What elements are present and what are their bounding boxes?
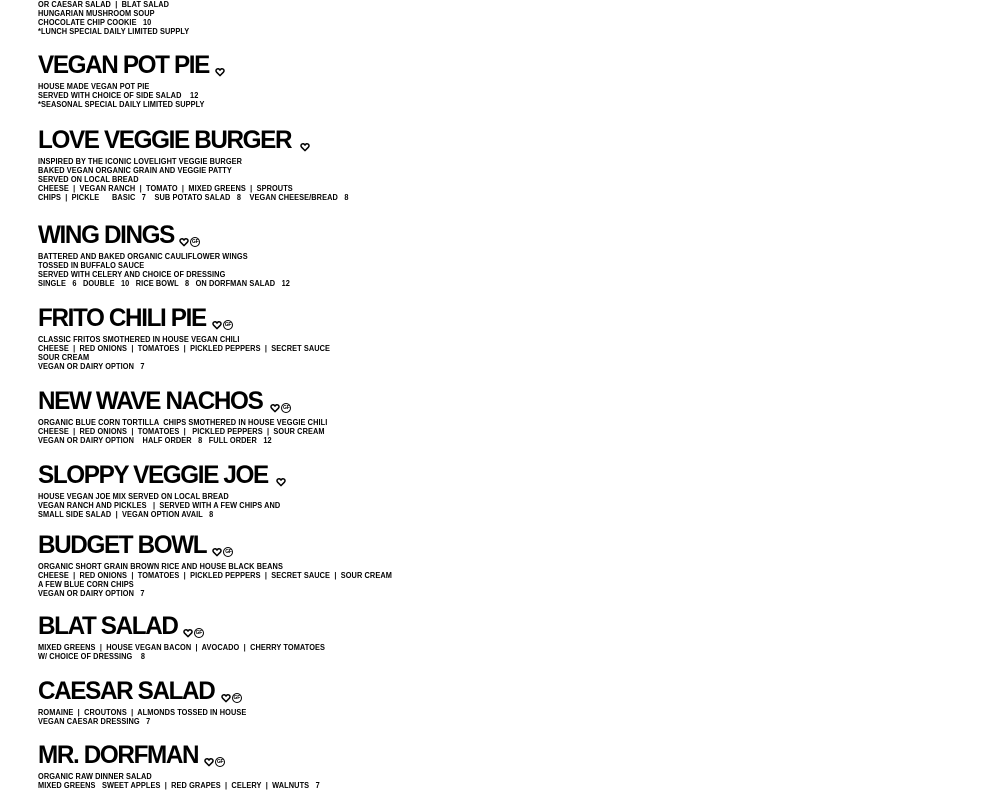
menu-item-header (38, 614, 350, 639)
menu-item-description (38, 252, 312, 288)
description-line: MIXED GREENS | HOUSE VEGAN BACON | AVOCADO | CHERRY TOMATOES (38, 643, 326, 652)
menu-item-title: BUDGET BOWL (38, 531, 207, 559)
heart-icon (215, 67, 225, 77)
menu-item-title: CAESAR SALAD (38, 677, 215, 705)
description-line: VEGAN OR DAIRY OPTION 7 (38, 362, 145, 371)
heart-icon (221, 693, 231, 703)
menu-item-frito-chili-pie (38, 306, 355, 371)
description-line: CHEESE | VEGAN RANCH | TOMATO | MIXED GREENS | SPROUTS (38, 184, 293, 193)
description-line: BAKED VEGAN ORGANIC GRAIN AND VEGGIE PATTY (38, 166, 232, 175)
menu-item-description (38, 82, 225, 109)
diet-marks (300, 142, 310, 152)
gluten-free-icon: GF (233, 695, 241, 701)
menu-item-description (38, 772, 344, 790)
menu-item-title: WING DINGS (38, 221, 174, 249)
gluten-free-icon: GF (225, 549, 232, 555)
description-line: HUNGARIAN MUSHROOM SOUP (38, 9, 155, 18)
description-line: ROMAINE | CROUTONS | ALMONDS TOSSED IN HOUSE (38, 708, 247, 717)
description-line: *SEASONAL SPECIAL DAILY LIMITED SUPPLY (38, 100, 205, 109)
menu-item-description (38, 562, 423, 598)
description-line: CHEESE | RED ONIONS | TOMATOES | PICKLED PEPPERS | SECRET SAUCE | SOUR CREAM (38, 571, 392, 580)
description-line: SERVED WITH CHOICE OF SIDE SALAD 12 (38, 91, 199, 100)
menu-item-love-veggie-burger (38, 128, 376, 202)
menu-item-title: NEW WAVE NACHOS (38, 387, 263, 415)
menu-item-description (38, 418, 353, 445)
description-line: SMALL SIDE SALAD | VEGAN OPTION AVAIL 8 (38, 510, 214, 519)
menu-item-blat-salad (38, 614, 350, 661)
menu-item-title: LOVE VEGGIE BURGER (38, 126, 292, 154)
description-line: VEGAN CAESAR DRESSING 7 (38, 717, 151, 726)
menu-item-title: VEGAN POT PIE (38, 51, 210, 79)
description-line: OR CAESAR SALAD | BLAT SALAD (38, 0, 170, 9)
menu-item-caesar-salad (38, 679, 264, 726)
menu-item-description (38, 335, 355, 371)
description-line: SINGLE 6 DOUBLE 10 RICE BOWL 8 ON DORFMAN SALAD 12 (38, 279, 290, 288)
description-line: VEGAN OR DAIRY OPTION HALF ORDER 8 FULL ORDER 12 (38, 436, 272, 445)
menu-item-header (38, 306, 355, 331)
diet-marks (212, 547, 233, 557)
menu-item-new-wave-nachos (38, 389, 353, 445)
diet-marks (212, 320, 233, 330)
description-line: CLASSIC FRITOS SMOTHERED IN HOUSE VEGAN CHILI (38, 335, 240, 344)
menu-item-header (38, 679, 264, 704)
menu-item-title: SLOPPY VEGGIE JOE (38, 461, 268, 489)
description-line: BATTERED AND BAKED ORGANIC CAULIFLOWER WINGS (38, 252, 248, 261)
description-line: INSPIRED BY THE ICONIC LOVELIGHT VEGGIE BURGER (38, 157, 243, 166)
heart-icon (270, 403, 280, 413)
description-line: SERVED ON LOCAL BREAD (38, 175, 139, 184)
heart-icon (179, 237, 189, 247)
description-line: VEGAN RANCH AND PICKLES | SERVED WITH A FEW CHIPS AND (38, 501, 281, 510)
diet-marks (179, 237, 200, 247)
description-line: ORGANIC BLUE CORN TORTILLA CHIPS SMOTHERED IN HOUSE VEGGIE CHILI (38, 418, 328, 427)
menu-item-description (38, 708, 264, 726)
heart-icon (183, 628, 193, 638)
menu-item-description (38, 643, 350, 661)
diet-marks (215, 67, 225, 77)
menu-item-budget-bowl (38, 533, 423, 598)
top-fragment-description (38, 0, 202, 36)
heart-icon (212, 547, 222, 557)
menu-item-mr-dorfman (38, 743, 344, 790)
description-line: W/ CHOICE OF DRESSING 8 (38, 652, 146, 661)
description-line: SERVED WITH CELERY AND CHOICE OF DRESSING (38, 270, 226, 279)
description-line: CHOCOLATE CHIP COOKIE 10 (38, 18, 152, 27)
diet-marks (183, 628, 204, 638)
description-line: VEGAN OR DAIRY OPTION 7 (38, 589, 145, 598)
gluten-free-icon: GF (191, 239, 199, 245)
diet-marks (270, 403, 291, 413)
gluten-free-icon: GF (216, 759, 224, 765)
gluten-free-icon: GF (195, 630, 203, 636)
menu-item-title: FRITO CHILI PIE (38, 304, 206, 332)
description-line: ORGANIC SHORT GRAIN BROWN RICE AND HOUSE BLACK BEANS (38, 562, 283, 571)
description-line: A FEW BLUE CORN CHIPS (38, 580, 134, 589)
description-line: CHIPS | PICKLE BASIC 7 SUB POTATO SALAD 8 VEGAN CHEESE/BREAD 8 (38, 193, 349, 202)
diet-marks (204, 757, 225, 767)
menu-item-vegan-pot-pie (38, 53, 225, 109)
description-line: HOUSE MADE VEGAN POT PIE (38, 82, 150, 91)
heart-icon (300, 142, 310, 152)
menu-item-description (38, 157, 376, 202)
description-line: MIXED GREENS SWEET APPLES | RED GRAPES | CELERY | WALNUTS 7 (38, 781, 320, 790)
menu-item-header (38, 389, 353, 414)
description-line: HOUSE VEGAN JOE MIX SERVED ON LOCAL BREAD (38, 492, 229, 501)
menu-item-header (38, 533, 423, 558)
diet-marks (221, 693, 242, 703)
menu-item-header (38, 223, 312, 248)
gluten-free-icon: GF (224, 322, 232, 328)
description-line: CHEESE | RED ONIONS | TOMATOES | PICKLED PEPPERS | SECRET SAUCE (38, 344, 331, 353)
menu-item-header (38, 463, 301, 488)
diet-marks (276, 477, 286, 487)
menu-item-description (38, 492, 301, 519)
menu-item-wing-dings (38, 223, 312, 288)
gluten-free-icon: GF (283, 405, 290, 411)
menu-item-sloppy-veggie-joe (38, 463, 301, 519)
description-line: TOSSED IN BUFFALO SAUCE (38, 261, 145, 270)
menu-item-header (38, 128, 376, 153)
menu-item-header (38, 53, 225, 78)
description-line: *LUNCH SPECIAL DAILY LIMITED SUPPLY (38, 27, 190, 36)
description-line: ORGANIC RAW DINNER SALAD (38, 772, 152, 781)
menu-item-title: MR. DORFMAN (38, 741, 199, 769)
description-line: SOUR CREAM (38, 353, 90, 362)
heart-icon (204, 757, 214, 767)
heart-icon (276, 477, 286, 487)
description-line: CHEESE | RED ONIONS | TOMATOES | PICKLED PEPPERS | SOUR CREAM (38, 427, 325, 436)
menu-item-title: BLAT SALAD (38, 612, 178, 640)
heart-icon (212, 320, 222, 330)
menu-item-header (38, 743, 344, 768)
